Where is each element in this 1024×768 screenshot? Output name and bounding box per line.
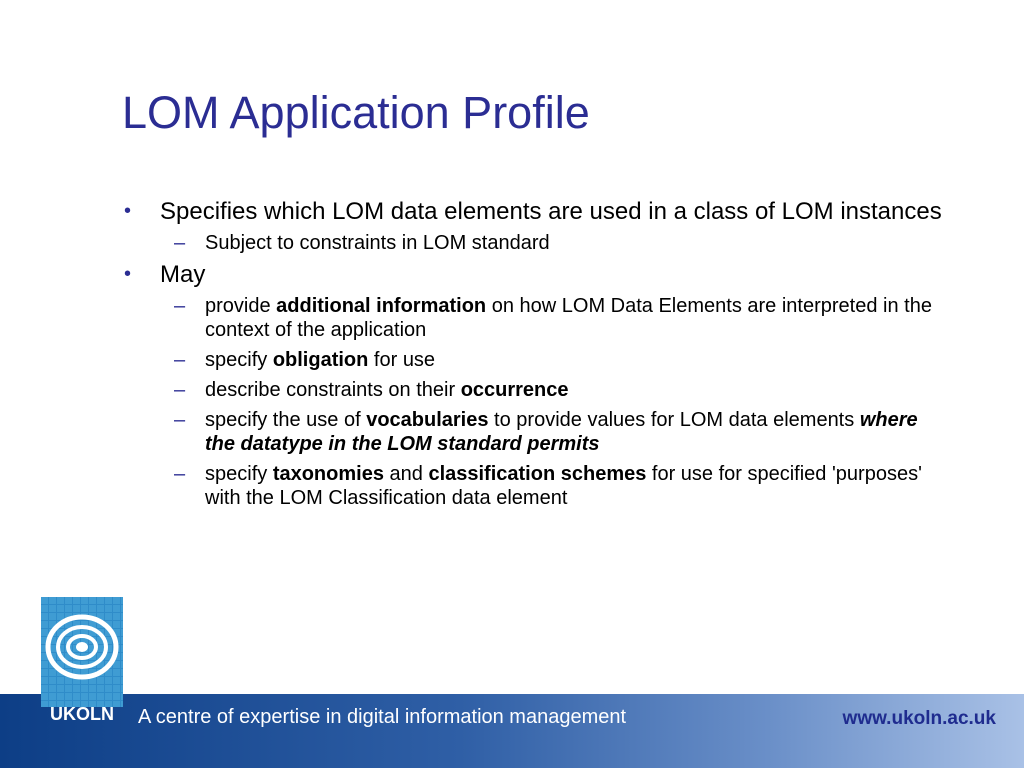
dash-icon: – bbox=[174, 463, 186, 485]
sub-bullet-item bbox=[122, 294, 942, 342]
bold-italic-term: where the datatype in the LOM standard permits bbox=[205, 409, 918, 455]
slide-content bbox=[122, 198, 942, 516]
text-run: for use for specified 'purposes' with the LOM Classification data element bbox=[205, 463, 922, 509]
text-run: specify bbox=[205, 463, 273, 485]
footer-tagline: A centre of expertise in digital information management bbox=[138, 706, 627, 728]
text-run: describe constraints on their bbox=[205, 379, 461, 401]
bullet-text: May bbox=[160, 261, 206, 288]
text-run: and bbox=[383, 463, 429, 485]
sub-bullet-item bbox=[122, 462, 942, 510]
logo-text: UKOLN bbox=[50, 704, 114, 724]
sub-bullet-item bbox=[122, 348, 942, 372]
bullet-item bbox=[122, 198, 942, 225]
sub-bullet-item bbox=[122, 231, 942, 255]
bullet-item bbox=[122, 261, 942, 288]
bullet-icon: • bbox=[124, 263, 132, 285]
bullet-text: Specifies which LOM data elements are used in a class of LOM instances bbox=[160, 198, 942, 225]
dash-icon: – bbox=[174, 409, 186, 431]
dash-icon: – bbox=[174, 349, 186, 371]
text-run: specify the use of bbox=[205, 409, 367, 431]
bold-term: occurrence bbox=[460, 379, 569, 401]
sub-bullet-item bbox=[122, 378, 942, 402]
text-run: specify bbox=[205, 349, 273, 371]
footer-url-link[interactable]: www.ukoln.ac.uk bbox=[842, 708, 996, 729]
text-run: to provide values for LOM data elements bbox=[488, 409, 860, 431]
ukoln-logo bbox=[41, 597, 123, 707]
sub-bullet-item bbox=[122, 408, 942, 456]
bold-term: taxonomies bbox=[272, 463, 384, 485]
sub-bullet-text: Subject to constraints in LOM standard bbox=[205, 232, 550, 254]
dash-icon: – bbox=[174, 379, 186, 401]
bold-term: obligation bbox=[272, 349, 369, 371]
bullet-icon: • bbox=[124, 200, 132, 222]
dash-icon: – bbox=[174, 232, 186, 254]
text-run: on how LOM Data Elements are interpreted in the context of the application bbox=[205, 295, 932, 341]
bold-term: additional information bbox=[276, 295, 487, 317]
text-run: for use bbox=[368, 349, 436, 371]
bold-term: vocabularies bbox=[366, 409, 489, 431]
slide-title: LOM Application Profile bbox=[122, 87, 590, 138]
dash-icon: – bbox=[174, 295, 186, 317]
text-run: provide bbox=[205, 295, 277, 317]
bold-term: classification schemes bbox=[428, 463, 647, 485]
